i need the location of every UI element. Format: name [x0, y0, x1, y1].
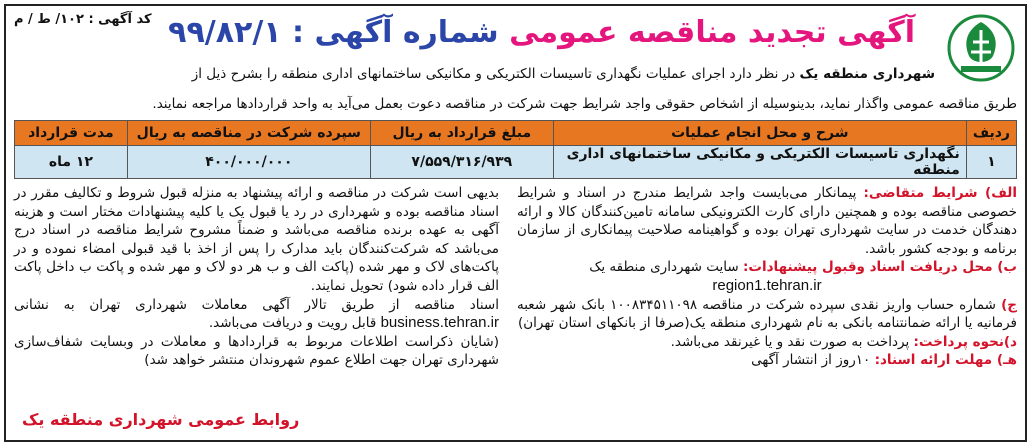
header-duration: مدت قرارداد [15, 121, 128, 146]
section-a [517, 184, 1017, 258]
section-c [517, 296, 1017, 333]
section-e-label: هـ) مهلت ارائه اسناد: [874, 352, 1017, 369]
intro-line-2: طریق مناقصه عمومی واگذار نماید، بدینوسیله از اشخاص حقوقی واجد شرایط جهت شرکت در مناقصه دعوت بعمل می‌آید به واحد قراردادها مراجعه نمایند. [152, 96, 1017, 112]
terms-paragraph-1: بدیهی است شرکت در مناقصه و ارائه پیشنهاد به منزله قبول شروط و تکالیف مقرر در اسناد مناقصه بوده و شهرداری در رد یا قبول یک یا کلیه پیشنهادات مختار است و هزینه آگهی به عهده برنده مناقصه می‌باشد و ضمناً مشروح شرایط مناقصه در اسناد درج می‌باشد که شرکت‌کنندگان باید مدارک را پس از اخذ با قید قبولی امضاء نموده و در پاکت‌های لاک و مهر شده (پاکت الف و ب هر دو لاک و مهر شده و پاکت ب داخل پاکت الف قرار داده شود) تحویل نمایند. [14, 185, 499, 294]
cell-contract-amount: ۷/۵۵۹/۳۱۶/۹۳۹ [370, 146, 553, 179]
table-header-row [15, 121, 1017, 146]
cell-deposit: ۴۰۰/۰۰۰/۰۰۰ [127, 146, 370, 179]
notice-header [6, 8, 1025, 62]
intro-text-1: در نظر دارد اجرای عملیات نگهداری تاسیسات الکتریکی و مکانیکی ساختمانهای اداری منطقه را بشرح ذیل از [191, 66, 800, 82]
section-e-text: ۱۰روز از انتشار آگهی [751, 352, 875, 369]
terms-column [14, 184, 499, 370]
cell-duration: ۱۲ ماه [15, 146, 128, 179]
section-d-label: د)نحوه پرداخت: [913, 333, 1017, 350]
section-a-label: الف) شرایط متقاضی: [863, 185, 1017, 201]
notice-title [168, 10, 915, 56]
cell-row-number: ۱ [966, 146, 1016, 179]
tender-notice [4, 4, 1027, 442]
ad-code: کد آگهی : ۱۰۲/ ط / م [14, 12, 152, 27]
section-c-label: ج) [1001, 296, 1018, 313]
section-d [517, 333, 1017, 352]
section-b-text: سایت شهرداری منطقه یک [589, 259, 743, 276]
header-contract-amount: مبلغ قرارداد به ریال [370, 121, 553, 146]
conditions-column [517, 184, 1017, 370]
section-a-text: پیمانکار می‌بایست واجد شرایط مندرج در اسناد و شرایط خصوصی مناقصه بوده و همچنین دارای کارت الکترونیکی سامانه تامین‌کنندگان کالا و ارائه دهندگان خدمت در سایت شهرداری تهران بوده و گواهینامه صلاحیت پیمانکاری از سازمان برنامه و بودجه کشور باشد. [517, 185, 1017, 257]
region-url-link[interactable]: region1.tehran.ir [712, 276, 822, 294]
section-c-text: شماره حساب واریز نقدی سپرده شرکت در مناقصه ۱۰۰۸۳۴۵۱۱۰۹۸ بانک شهر شعبه فرمانیه یا ارائه ضمانتنامه بانکی به نام شهرداری منطقه یک(صرفا از بانکهای استان تهران) [517, 296, 1017, 332]
section-b-label: ب) محل دریافت اسناد وقبول پیشنهادات: [742, 259, 1017, 276]
header-row-number: ردیف [966, 121, 1016, 146]
terms-paragraph-2 [14, 296, 499, 333]
org-name: شهرداری منطقه یک [799, 66, 935, 82]
section-d-text: پرداخت به صورت نقد و یا غیرنقد می‌باشد. [670, 333, 914, 350]
section-b-url-line [517, 277, 1017, 296]
terms-paragraph-2b: قابل رویت و دریافت می‌باشد. [208, 315, 381, 332]
business-url-link[interactable]: business.tehran.ir [380, 314, 499, 332]
section-b [517, 258, 1017, 277]
terms-paragraph-2a: اسناد مناقصه از طریق تالار آگهی معاملات شهرداری تهران به نشانی [14, 296, 499, 313]
public-relations-signature: روابط عمومی شهرداری منطقه یک [22, 410, 300, 430]
header-operation: شرح و محل انجام عملیات [553, 121, 966, 146]
notice-body [14, 184, 1017, 436]
ad-number: شماره آگهی : ۹۹/۸۲/۱ [168, 15, 499, 50]
table-row [15, 146, 1017, 179]
title-text: آگهی تجدید مناقصه عمومی [509, 15, 915, 50]
section-e [517, 351, 1017, 370]
intro-paragraph [12, 64, 935, 84]
terms-paragraph-3: (شایان ذکراست اطلاعات مربوط به قراردادها و معاملات در وبسایت شفاف‌سازی شهرداری تهران جهت اطلاع عموم شهروندان منتشر خواهد شد) [14, 333, 499, 369]
tehran-municipality-logo-icon [943, 12, 1019, 84]
cell-operation: نگهداری تاسیسات الکتریکی و مکانیکی ساختمانهای اداری منطقه [553, 146, 966, 179]
header-deposit: سپرده شرکت در مناقصه به ریال [127, 121, 370, 146]
tender-table [14, 120, 1017, 179]
